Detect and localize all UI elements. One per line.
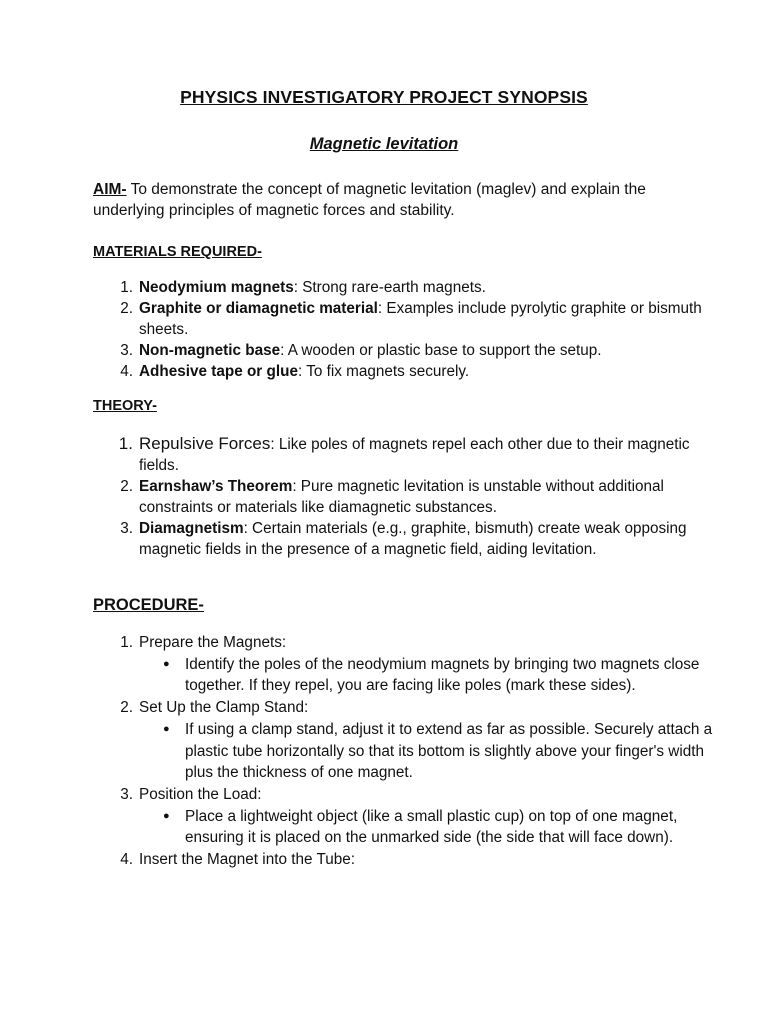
theory-term: Diamagnetism [139,520,244,537]
list-item [139,361,729,382]
material-term: Graphite or diamagnetic material [139,300,378,317]
bullet-item: ● Place a lightweight object (like a small plastic cup) on top of one magnet, ensuring it is placed on the unmarked side (the side that will face down). [185,806,729,849]
list-item [139,518,729,560]
material-text: : To fix magnets securely. [297,363,470,380]
procedure-step-label: Prepare the Magnets: [139,634,287,651]
materials-list [93,277,729,382]
list-item [139,298,729,340]
material-term: Neodymium magnets [139,279,294,296]
list-item [139,433,729,476]
bullet-item: ● If using a clamp stand, adjust it to extend as far as possible. Securely attach a plastic tube horizontally so that its bottom is slightly above your finger's width plus the thickness of one magnet. [185,719,729,784]
list-item [139,849,729,871]
aim-text: To demonstrate the concept of magnetic levitation (maglev) and explain the underlying principles of magnetic forces and stability. [93,181,646,219]
aim-label: AIM- [93,181,127,198]
list-item [139,632,729,697]
theory-text: : Certain materials (e.g., graphite, bismuth) create weak opposing magnetic fields in the presence of a magnetic field, aiding levitation. [139,520,687,558]
list-item [139,697,729,784]
theory-heading: THEORY- [93,398,157,414]
theory-term: Repulsive Forces [139,434,271,453]
list-item [139,277,729,298]
list-item [139,340,729,361]
material-text: : A wooden or plastic base to support the setup. [280,342,602,359]
document-subtitle: Magnetic levitation [309,135,459,153]
materials-heading: MATERIALS REQUIRED- [93,244,262,260]
material-term: Adhesive tape or glue [139,363,298,380]
procedure-step-label: Set Up the Clamp Stand: [139,699,309,717]
procedure-step-label: Position the Load: [139,785,262,803]
aim-paragraph [93,179,683,221]
procedure-sublist [139,719,729,784]
procedure-heading: PROCEDURE- [93,596,204,614]
procedure-list [93,632,729,871]
list-item [139,784,729,849]
theory-list [93,433,729,560]
procedure-sublist [139,654,729,697]
theory-text: : Pure magnetic levitation is unstable without additional constraints or materials like diamagnetic substances. [139,478,664,516]
procedure-step-label: Insert the Magnet into the Tube: [139,851,355,869]
procedure-sublist [139,806,729,849]
material-text: : Examples include pyrolytic graphite or bismuth sheets. [139,300,702,338]
theory-text: : Like poles of magnets repel each other due to their magnetic fields. [139,436,690,474]
document-title: PHYSICS INVESTIGATORY PROJECT SYNOPSIS [180,87,588,107]
list-item [139,476,729,518]
material-text: : Strong rare-earth magnets. [293,279,486,296]
theory-term: Earnshaw’s Theorem [139,478,293,495]
material-term: Non-magnetic base [139,342,281,359]
bullet-item: ● Identify the poles of the neodymium magnets by bringing two magnets close together. If they repel, you are facing like poles (mark these sides). [185,654,729,697]
